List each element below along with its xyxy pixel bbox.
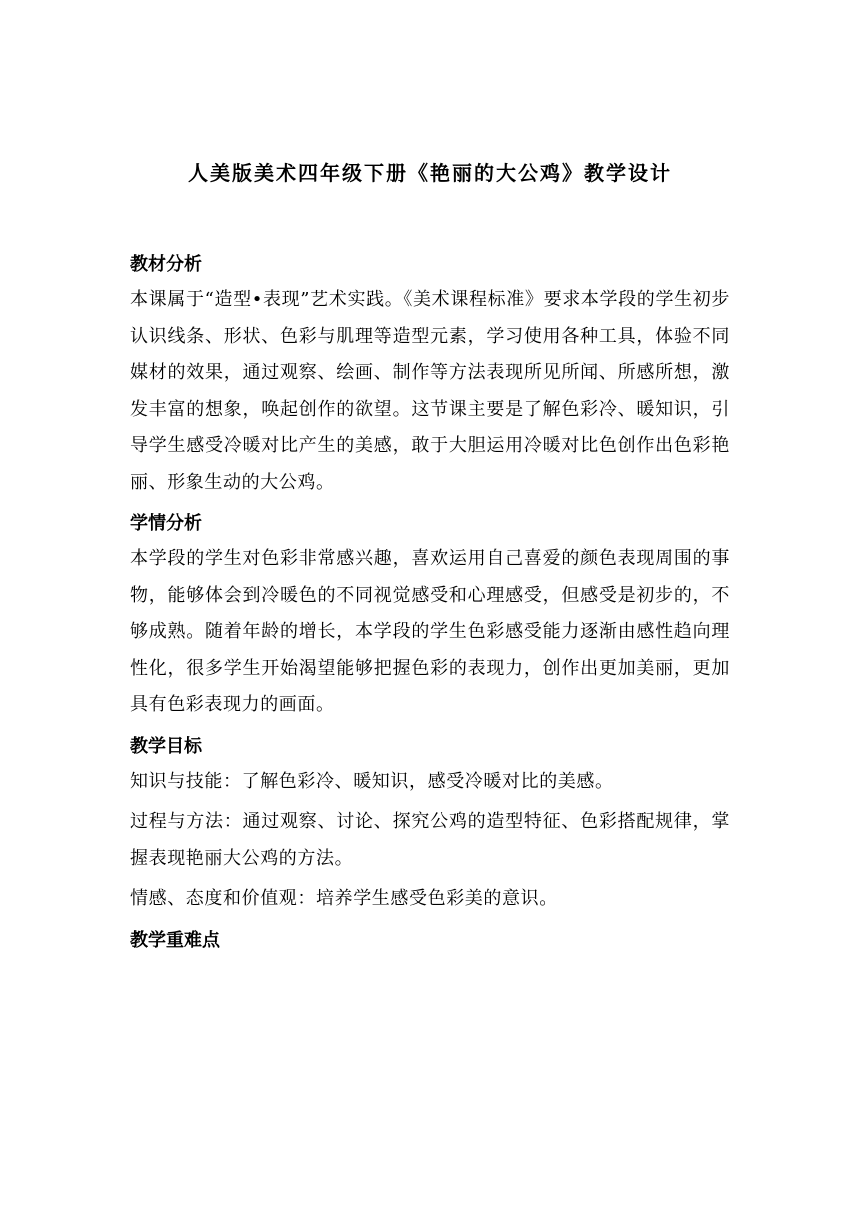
section-teaching-objectives <box>130 730 730 918</box>
section-heading: 教学目标 <box>130 735 202 757</box>
objective-process-methods: 过程与方法：通过观察、讨论、探究公鸡的造型特征、色彩搭配规律，掌握表现艳丽大公鸡的方法。 <box>130 811 730 869</box>
objective-emotion-values: 情感、态度和价值观：培养学生感受色彩美的意识。 <box>130 888 558 909</box>
section-paragraph: 本学段的学生对色彩非常感兴趣，喜欢运用自己喜爱的颜色表现周围的事物，能够体会到冷暖色的不同视觉感受和心理感受，但感受是初步的，不够成熟。随着年龄的增长，本学段的学生色彩感受能力逐渐由感性趋向理性化，很多学生开始渴望能够把握色彩的表现力，创作出更加美丽，更加具有色彩表现力的画面。 <box>130 548 730 715</box>
section-heading: 学情分析 <box>130 513 202 534</box>
section-key-difficult-points <box>130 924 730 958</box>
section-paragraph: 本课属于“造型•表现”艺术实践。《美术课程标准》要求本学段的学生初步认识线条、形状、色彩与肌理等造型元素，学习使用各种工具，体验不同媒材的效果，通过观察、绘画、制作等方法表现所见所闻、所感所想，激发丰富的想象，唤起创作的欲望。这节课主要是了解色彩冷、暖知识，引导学生感受冷暖对比产生的美感，敢于大胆运用冷暖对比色创作出色彩艳丽、形象生动的大公鸡。 <box>130 289 730 493</box>
objective-knowledge-skills: 知识与技能：了解色彩冷、暖知识，感受冷暖对比的美感。 <box>130 770 614 792</box>
section-heading: 教学重难点 <box>130 929 220 951</box>
section-textbook-analysis <box>130 248 730 501</box>
document-body <box>130 248 730 964</box>
section-student-analysis <box>130 507 730 724</box>
document-title: 人美版美术四年级下册《艳丽的大公鸡》教学设计 <box>188 161 672 185</box>
section-heading: 教材分析 <box>130 254 202 275</box>
